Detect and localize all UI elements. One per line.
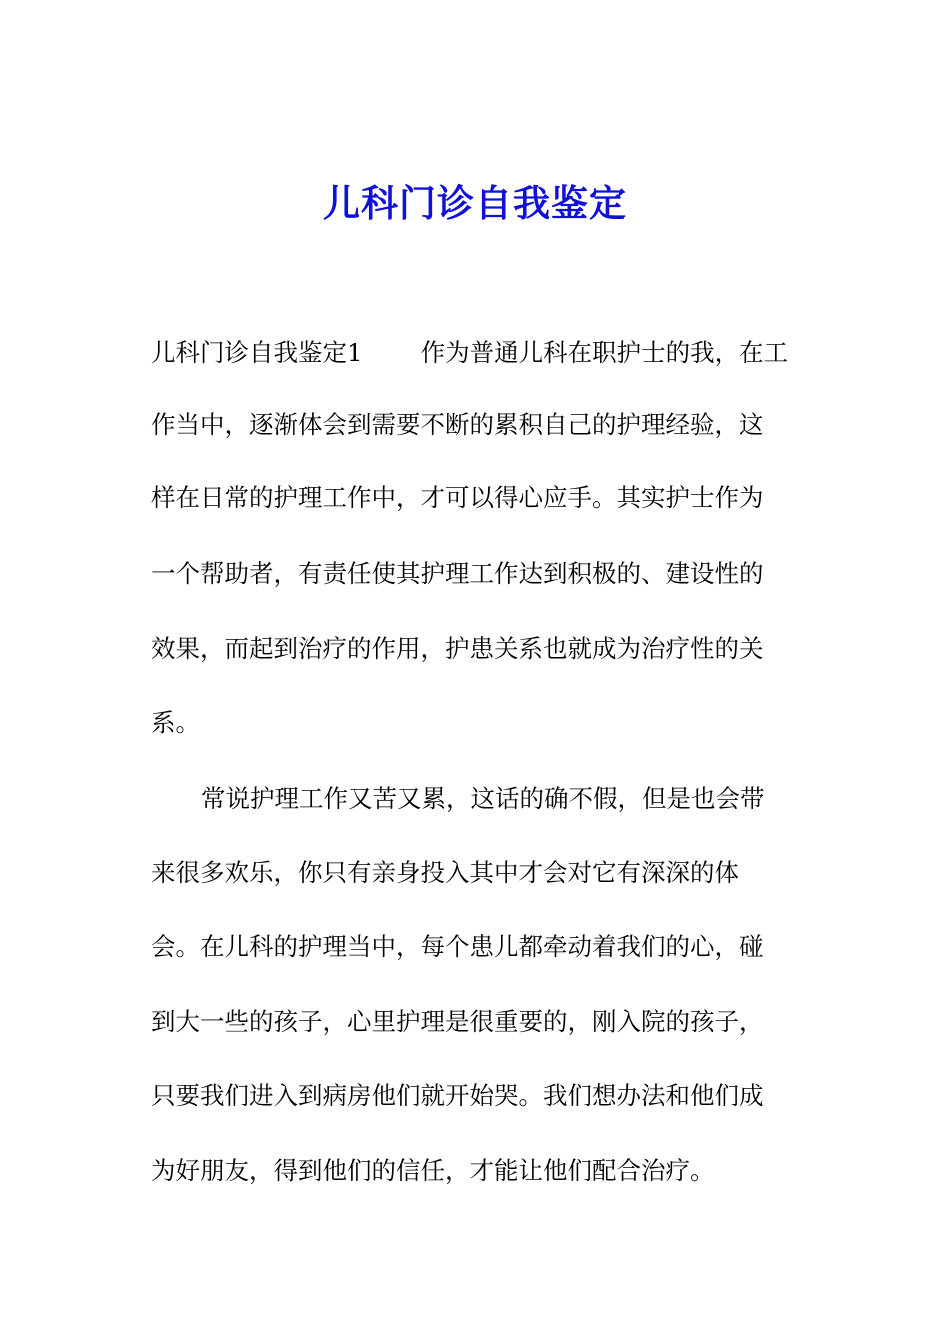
paragraph-line: 只要我们进入到病房他们就开始哭。我们想办法和他们成 bbox=[151, 1081, 764, 1110]
paragraph-line: 效果，而起到治疗的作用，护患关系也就成为治疗性的关 bbox=[151, 634, 764, 663]
paragraph-line bbox=[151, 336, 788, 370]
paragraph-line: 为好朋友，得到他们的信任，才能让他们配合治疗。 bbox=[151, 1156, 715, 1185]
paragraph-line: 作当中，逐渐体会到需要不断的累积自己的护理经验，这 bbox=[151, 410, 764, 439]
section-heading: 儿科门诊自我鉴定1 bbox=[151, 338, 363, 367]
paragraph-line: 到大一些的孩子，心里护理是很重要的，刚入院的孩子， bbox=[151, 1007, 764, 1036]
paragraph-line: 一个帮助者，有责任使其护理工作达到积极的、建设性的 bbox=[151, 559, 764, 588]
paragraph-line: 常说护理工作又苦又累，这话的确不假，但是也会带 bbox=[201, 784, 765, 813]
paragraph-line: 系。 bbox=[151, 708, 200, 737]
paragraph-line: 样在日常的护理工作中，才可以得心应手。其实护士作为 bbox=[151, 483, 764, 512]
paragraph-line: 来很多欢乐，你只有亲身投入其中才会对它有深深的体 bbox=[151, 858, 739, 887]
line-text: 作为普通儿科在职护士的我，在工 bbox=[420, 338, 789, 367]
document-title: 儿科门诊自我鉴定 bbox=[323, 181, 627, 225]
paragraph-line: 会。在儿科的护理当中，每个患儿都牵动着我们的心，碰 bbox=[151, 932, 764, 961]
